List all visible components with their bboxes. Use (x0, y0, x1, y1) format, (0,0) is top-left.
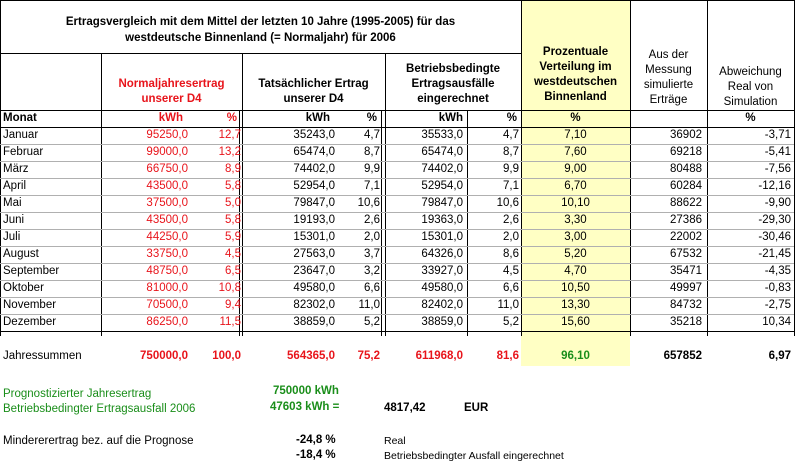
cell-actual-pct: 2,6 (364, 214, 380, 226)
totals-bb-kwh: 611968,0 (415, 350, 463, 362)
table-row (0, 264, 794, 280)
cell-normal-kwh: 70500,0 (146, 299, 188, 311)
table-row (0, 315, 794, 331)
cell-actual-kwh: 49580,0 (293, 282, 335, 294)
cell-actual-kwh: 38859,0 (293, 316, 335, 328)
cell-bb-kwh: 64326,0 (421, 248, 463, 260)
totals-verteilung: 96,10 (561, 350, 590, 362)
totals-actual-kwh: 564365,0 (287, 350, 335, 362)
totals-sim: 657852 (663, 350, 702, 362)
header-normal-2: unserer D4 (141, 93, 202, 105)
cell-normal-pct: 6,5 (225, 265, 241, 277)
cell-normal-kwh: 95250,0 (146, 129, 188, 141)
header-messung-4: Erträge (649, 94, 688, 106)
header-messung-1: Aus der (648, 49, 689, 61)
cell-month: Oktober (3, 282, 44, 294)
cell-verteilung: 3,00 (564, 231, 587, 243)
cell-normal-kwh: 48750,0 (146, 265, 188, 277)
subheader-kwh-normal: kWh (158, 112, 183, 124)
cell-normal-pct: 5,8 (225, 180, 241, 192)
cell-abw: -9,90 (764, 197, 791, 209)
cell-normal-pct: 5,8 (225, 214, 241, 226)
cell-actual-pct: 7,1 (364, 180, 380, 192)
subheader-kwh-actual: kWh (305, 112, 330, 124)
cell-actual-kwh: 15301,0 (293, 231, 335, 243)
cell-bb-kwh: 65474,0 (421, 146, 463, 158)
prognose-label: Prognostizierter Jahresertrag (3, 388, 152, 400)
cell-bb-kwh: 15301,0 (421, 231, 463, 243)
cell-actual-pct: 4,7 (364, 129, 380, 141)
cell-bb-kwh: 19363,0 (421, 214, 463, 226)
table-row (0, 128, 794, 144)
header-abw-3: Simulation (723, 96, 778, 108)
cell-month: April (3, 180, 27, 192)
cell-bb-pct: 8,7 (503, 146, 519, 158)
cell-bb-kwh: 49580,0 (421, 282, 463, 294)
cell-bb-kwh: 33927,0 (421, 265, 463, 277)
header-prozent-1: Prozentuale (542, 46, 609, 58)
header-messung-3: simulierte (643, 79, 694, 91)
cell-sim: 35471 (670, 265, 702, 277)
cell-verteilung: 6,70 (564, 180, 587, 192)
cell-actual-kwh: 35243,0 (293, 129, 335, 141)
table-row (0, 145, 794, 161)
cell-abw: -29,30 (758, 214, 791, 226)
table-row (0, 213, 794, 229)
minder-bb-label: Betriebsbedingter Ausfall eingerechnet (384, 450, 564, 462)
cell-bb-pct: 6,6 (503, 282, 519, 294)
cell-month: Dezember (3, 316, 57, 328)
prognose-value: 750000 kWh (273, 385, 339, 397)
cell-verteilung: 10,10 (561, 197, 590, 209)
cell-month: März (3, 163, 29, 175)
table-row (0, 162, 794, 178)
subheader-pct-normal: % (226, 112, 237, 124)
subheader-pct-betrieb: % (506, 112, 517, 124)
cell-bb-pct: 7,1 (503, 180, 519, 192)
cell-normal-kwh: 43500,0 (146, 214, 188, 226)
cell-bb-pct: 9,9 (503, 163, 519, 175)
title-line-1: Ertragsvergleich mit dem Mittel der letzten 10 Jahre (1995-2005) für das (65, 16, 456, 28)
cell-actual-kwh: 27563,0 (293, 248, 335, 260)
cell-normal-kwh: 86250,0 (146, 316, 188, 328)
cell-abw: -3,71 (764, 129, 791, 141)
cell-normal-pct: 12,7 (218, 129, 241, 141)
header-prozent-3: westdeutschen (533, 76, 618, 88)
header-normal-1: Normaljahresertrag (118, 78, 225, 90)
cell-verteilung: 9,00 (564, 163, 587, 175)
cell-actual-kwh: 82302,0 (293, 299, 335, 311)
cell-actual-pct: 3,7 (364, 248, 380, 260)
cell-bb-kwh: 82402,0 (421, 299, 463, 311)
totals-abw: 6,97 (768, 350, 791, 362)
table-row (0, 298, 794, 314)
totals-normal-pct: 100,0 (212, 350, 241, 362)
header-betrieb-1: Betriebsbedingte (406, 63, 500, 75)
cell-normal-pct: 9,4 (225, 299, 241, 311)
cell-sim: 49997 (670, 282, 702, 294)
cell-actual-pct: 5,2 (364, 316, 380, 328)
table-row (0, 179, 794, 195)
cell-verteilung: 4,70 (564, 265, 587, 277)
cell-normal-kwh: 33750,0 (146, 248, 188, 260)
cell-verteilung: 10,50 (561, 282, 590, 294)
subheader-pct-verteilung: % (570, 112, 581, 124)
cell-sim: 84732 (670, 299, 702, 311)
cell-abw: -2,75 (764, 299, 791, 311)
cell-abw: 10,34 (762, 316, 791, 328)
header-betrieb-2: Ertragsausfälle (411, 78, 495, 90)
cell-abw: -5,41 (764, 146, 791, 158)
cell-normal-pct: 4,5 (225, 248, 241, 260)
cell-sim: 69218 (670, 146, 702, 158)
cell-bb-kwh: 38859,0 (421, 316, 463, 328)
table-row (0, 230, 794, 246)
ausfall-value: 47603 kWh = (270, 401, 340, 413)
cell-actual-pct: 10,6 (357, 197, 380, 209)
cell-normal-kwh: 66750,0 (146, 163, 188, 175)
cell-actual-pct: 2,0 (364, 231, 380, 243)
cell-bb-pct: 5,2 (503, 316, 519, 328)
header-prozent-2: Verteilung im (539, 61, 612, 73)
header-messung-2: Messung (645, 64, 692, 76)
table-row (0, 281, 794, 297)
cell-normal-pct: 5,9 (225, 231, 241, 243)
totals-normal-kwh: 750000,0 (140, 350, 188, 362)
minder-label: Mindererertrag bez. auf die Prognose (3, 435, 194, 447)
cell-actual-kwh: 52954,0 (293, 180, 335, 192)
cell-bb-pct: 11,0 (497, 299, 519, 311)
cell-actual-pct: 11,0 (358, 299, 380, 311)
table-row (0, 247, 794, 263)
totals-label: Jahressummen (3, 350, 82, 362)
cell-normal-kwh: 37500,0 (146, 197, 188, 209)
cell-month: Juni (3, 214, 25, 226)
cell-sim: 36902 (670, 129, 702, 141)
cell-normal-pct: 8,9 (225, 163, 241, 175)
cell-actual-kwh: 79847,0 (293, 197, 335, 209)
cell-abw: -21,45 (758, 248, 791, 260)
cell-bb-kwh: 74402,0 (421, 163, 463, 175)
cell-sim: 67532 (670, 248, 702, 260)
totals-actual-pct: 75,2 (357, 350, 380, 362)
cell-sim: 22002 (670, 231, 702, 243)
subheader-pct-abw: % (745, 112, 756, 124)
cell-actual-kwh: 74402,0 (293, 163, 335, 175)
cell-abw: -4,35 (764, 265, 791, 277)
minder-real-value: -24,8 % (296, 434, 336, 446)
cell-bb-kwh: 52954,0 (421, 180, 463, 192)
subheader-kwh-betrieb: kWh (438, 112, 463, 124)
cell-sim: 27386 (670, 214, 702, 226)
cell-verteilung: 3,30 (564, 214, 587, 226)
table-row (0, 196, 794, 212)
cell-abw: -7,56 (764, 163, 791, 175)
header-abw-2: Real von (727, 81, 774, 93)
header-actual-2: unserer D4 (283, 93, 344, 105)
header-prozent-4: Binnenland (544, 91, 607, 103)
cell-abw: -30,46 (758, 231, 791, 243)
cell-sim: 88622 (670, 197, 702, 209)
cell-sim: 60284 (670, 180, 702, 192)
cell-normal-pct: 11,5 (219, 316, 241, 328)
cell-actual-kwh: 23647,0 (293, 265, 335, 277)
cell-normal-pct: 13,2 (218, 146, 241, 158)
cell-month: Januar (3, 129, 39, 141)
cell-normal-kwh: 44250,0 (146, 231, 188, 243)
subheader-pct-actual: % (366, 112, 377, 124)
cell-actual-pct: 9,9 (364, 163, 380, 175)
cell-normal-kwh: 81000,0 (146, 282, 188, 294)
cell-normal-kwh: 43500,0 (146, 180, 188, 192)
cell-bb-pct: 8,6 (503, 248, 519, 260)
cell-verteilung: 7,10 (564, 129, 587, 141)
cell-sim: 80488 (670, 163, 702, 175)
cell-actual-pct: 6,6 (364, 282, 380, 294)
cell-bb-pct: 2,0 (503, 231, 519, 243)
cell-abw: -12,16 (758, 180, 791, 192)
cell-month: Mai (3, 197, 22, 209)
cell-sim: 35218 (670, 316, 702, 328)
cell-month: November (3, 299, 57, 311)
title-line-2: westdeutsche Binnenland (= Normaljahr) für 2006 (125, 32, 396, 44)
ausfall-eur: 4817,42 (384, 402, 426, 414)
header-actual-1: Tatsächlicher Ertrag (258, 78, 369, 90)
cell-bb-pct: 4,5 (503, 265, 519, 277)
cell-actual-pct: 8,7 (364, 146, 380, 158)
header-abw-1: Abweichung (719, 66, 782, 78)
cell-month: Juli (3, 231, 21, 243)
cell-bb-kwh: 79847,0 (421, 197, 463, 209)
cell-bb-pct: 4,7 (503, 129, 519, 141)
cell-bb-kwh: 35533,0 (421, 129, 463, 141)
cell-normal-pct: 10,8 (218, 282, 241, 294)
cell-verteilung: 7,60 (564, 146, 587, 158)
subheader-monat: Monat (3, 112, 37, 124)
cell-actual-kwh: 65474,0 (293, 146, 335, 158)
cell-actual-pct: 3,2 (364, 265, 380, 277)
cell-normal-kwh: 99000,0 (146, 146, 188, 158)
eur-label: EUR (464, 402, 489, 414)
cell-normal-pct: 5,0 (225, 197, 241, 209)
cell-bb-pct: 2,6 (503, 214, 519, 226)
cell-month: September (3, 265, 60, 277)
cell-verteilung: 15,60 (561, 316, 590, 328)
cell-verteilung: 13,30 (561, 299, 590, 311)
header-betrieb-3: eingerechnet (417, 93, 489, 105)
cell-month: Februar (3, 146, 44, 158)
minder-bb-value: -18,4 % (296, 449, 336, 461)
ausfall-label: Betriebsbedingter Ertragsausfall 2006 (3, 403, 196, 415)
cell-verteilung: 5,20 (564, 248, 587, 260)
cell-abw: -0,83 (764, 282, 791, 294)
cell-bb-pct: 10,6 (496, 197, 519, 209)
cell-month: August (3, 248, 39, 260)
totals-bb-pct: 81,6 (496, 350, 519, 362)
minder-real-label: Real (384, 435, 406, 447)
cell-actual-kwh: 19193,0 (293, 214, 335, 226)
